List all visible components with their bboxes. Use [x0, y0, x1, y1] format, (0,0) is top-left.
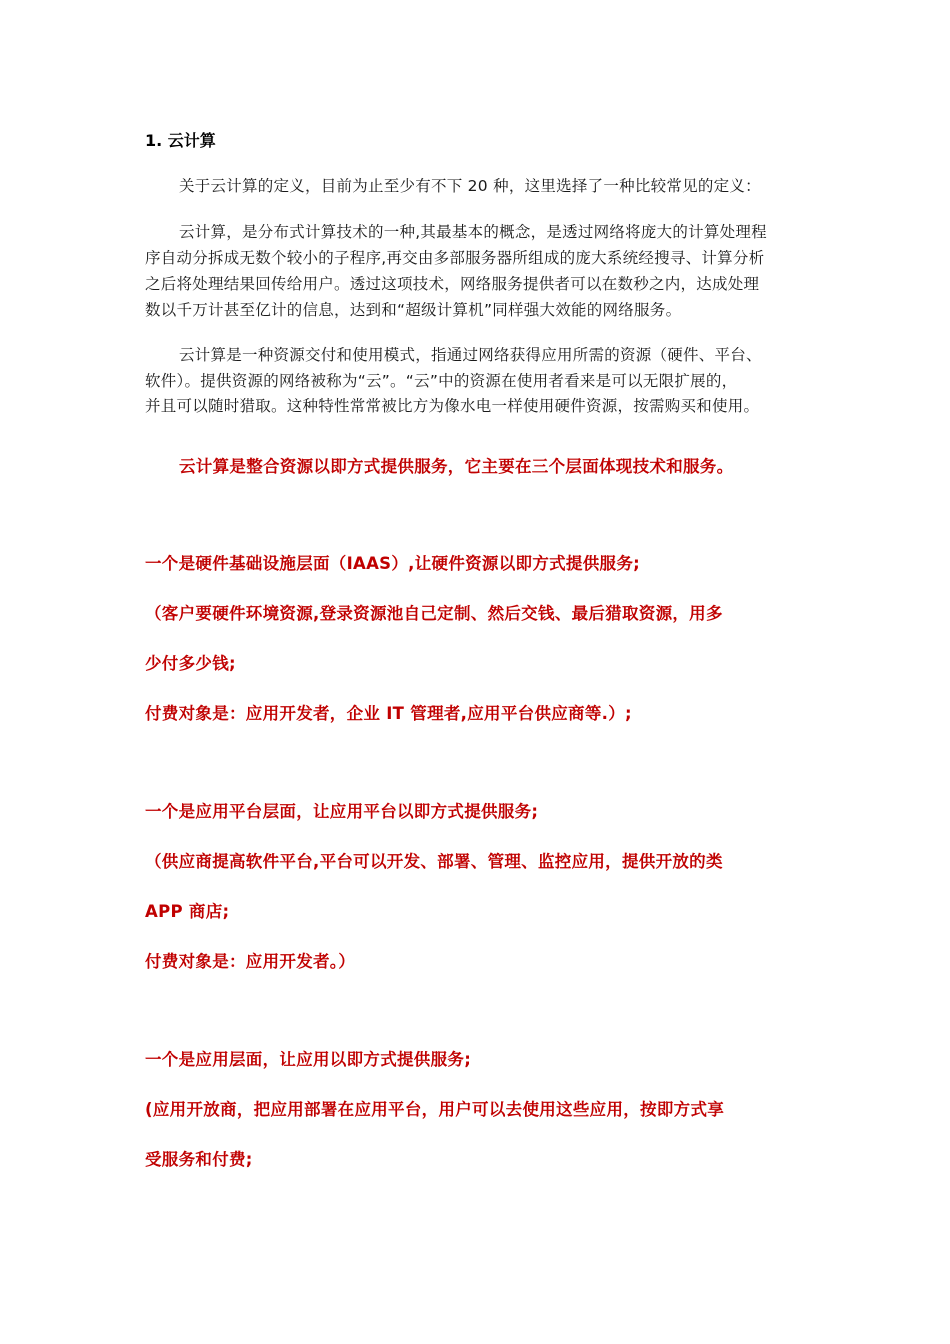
model-line: 云计算是一种资源交付和使用模式，指通过网络获得应用所需的资源（硬件、平台、 — [179, 346, 762, 364]
intro-paragraph: 关于云计算的定义，目前为止至少有不下 20 种，这里选择了一种比较常见的定义： — [179, 177, 761, 195]
layer-description: （客户要硬件环境资源,登录资源池自己定制、然后交钱、最后猎取资源，用多 — [145, 604, 723, 623]
definition-line: 数以千万计甚至亿计的信息，达到和“超级计算机”同样强大效能的网络服务。 — [145, 301, 682, 319]
model-line: 软件）。提供资源的网络被称为“云”。“云”中的资源在使用者看来是可以无限扩展的， — [145, 372, 738, 390]
definition-line: 云计算，是分布式计算技术的一种,其最基本的概念，是透过网络将庞大的计算处理程 — [179, 223, 767, 241]
layer-payer: 付费对象是：应用开发者。） — [145, 952, 356, 971]
model-line: 并且可以随时猎取。这种特性常常被比方为像水电一样使用硬件资源，按需购买和使用。 — [145, 397, 760, 415]
layer-description: （供应商提高软件平台,平台可以开发、部署、管理、监控应用，提供开放的类 — [145, 852, 723, 871]
layer-title: 一个是应用平台层面，让应用平台以即方式提供服务; — [145, 802, 539, 821]
summary-statement: 云计算是整合资源以即方式提供服务，它主要在三个层面体现技术和服务。 — [179, 457, 734, 476]
layer-payer: 付费对象是：应用开发者，企业 IT 管理者,应用平台供应商等.）; — [145, 704, 632, 723]
layer-title: 一个是应用层面，让应用以即方式提供服务; — [145, 1050, 472, 1069]
layer-description: APP 商店; — [145, 902, 230, 921]
layer-description: 受服务和付费; — [145, 1150, 253, 1169]
section-heading: 1. 云计算 — [145, 131, 216, 150]
layer-description: 少付多少钱; — [145, 654, 236, 673]
definition-line: 序自动分拆成无数个较小的子程序,再交由多部服务器所组成的庞大系统经搜寻、计算分析 — [145, 249, 765, 267]
definition-line: 之后将处理结果回传给用户。透过这项技术，网络服务提供者可以在数秒之内，达成处理 — [145, 275, 760, 293]
layer-description: (应用开放商，把应用部署在应用平台，用户可以去使用这些应用，按即方式享 — [145, 1100, 725, 1119]
layer-title: 一个是硬件基础设施层面（IAAS）,让硬件资源以即方式提供服务; — [145, 554, 641, 573]
